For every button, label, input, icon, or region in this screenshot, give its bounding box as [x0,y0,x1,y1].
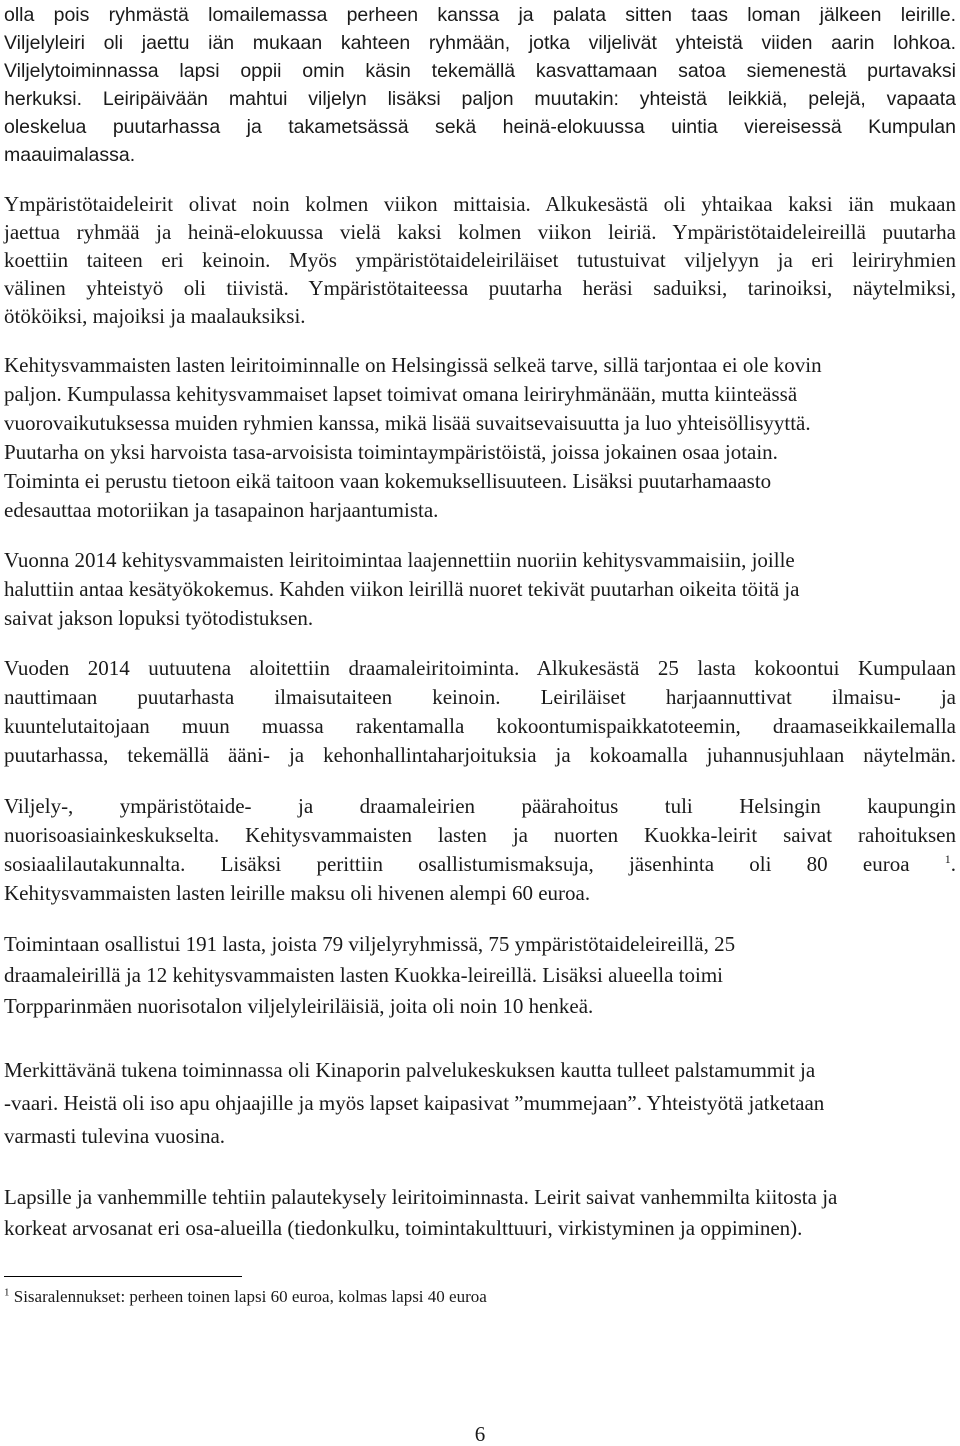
footnote [4,1286,487,1308]
text-line: korkeat arvosanat eri osa-alueilla (tiedonkulku, toimintakulttuuri, virkistyminen ja oppiminen). [4,1216,803,1240]
text-line: maauimalassa. [4,144,136,166]
text-line: koettiin taiteen eri keinoin. Myös ympäristötaideleiriläiset tutustuivat viljelyyn ja eri leiriryhmien [4,248,956,272]
text-line: kuuntelutaitojaan muun muassa rakentamalla kokoontumispaikkatoteemin, draamaseikkailemalla [4,714,956,738]
text-line: Kehitysvammaisten lasten leirille maksu oli hivenen alempi 60 euroa. [4,881,591,905]
text-line: haluttiin antaa kesätyökokemus. Kahden viikon leirillä nuoret tekivät puutarhan oikeita töitä ja [4,577,800,601]
text-line: herkuksi. Leiripäivään mahtui viljelyn lisäksi paljon muutakin: yhteistä leikkiä, pelejä, vapaata [4,88,956,110]
text-line: Ympäristötaideleirit olivat noin kolmen viikon mittaisia. Alkukesästä oli yhtaikaa kaksi iän mukaan [4,192,956,216]
text-line: Merkittävänä tukena toiminnassa oli Kinaporin palvelukeskuksen kautta tulleet palstamummit ja [4,1058,816,1082]
text-line: draamaleirillä ja 12 kehitysvammaisten lasten Kuokka-leireillä. Lisäksi alueella toimi [4,963,724,987]
text-line: olla pois ryhmästä lomailemassa perheen kanssa ja palata sitten taas loman jälkeen leirille. [4,4,956,26]
text-line [4,851,956,877]
text-line: Toiminta ei perustu tietoon eikä taitoon vaan kokemuksellisuuteen. Lisäksi puutarhamaasto [4,469,772,493]
footnote-number: 1 [4,1286,10,1299]
text-line: vuorovaikutuksessa muiden ryhmien kanssa, mikä lisää suvaitsevaisuutta ja luo yhteisöllisyyttä. [4,411,811,435]
page-number: 6 [474,1422,486,1446]
text-line: Toimintaan osallistui 191 lasta, joista 79 viljelyryhmissä, 75 ympäristötaideleireillä, 25 [4,932,736,956]
text-line: Torpparinmäen nuorisotalon viljelyleiriläisiä, joita oli noin 10 henkeä. [4,994,594,1018]
footnote-text: Sisaralennukset: perheen toinen lapsi 60 euroa, kolmas lapsi 40 euroa [13,1287,487,1306]
text-line: Puutarha on yksi harvoista tasa-arvoisista toimintaympäristöistä, joissa jokainen osaa jotain. [4,440,778,464]
text-line: Vuoden 2014 uutuutena aloitettiin draamaleiritoiminta. Alkukesästä 25 lasta kokoontui Kumpulaan [4,656,956,680]
text-line: Vuonna 2014 kehitysvammaisten leiritoimintaa laajennettiin nuoriin kehitysvammaisiin, joille [4,548,795,572]
text-line: oleskelua puutarhassa ja takametsässä sekä heinä-elokuussa uintia viereisessä Kumpulan [4,116,956,138]
text-line: Kehitysvammaisten lasten leiritoiminnalle on Helsingissä selkeä tarve, sillä tarjontaa ei ole kovin [4,353,822,377]
text-line: Lapsille ja vanhemmille tehtiin palautekysely leiritoiminnasta. Leirit saivat vanhemmilta kiitosta ja [4,1185,838,1209]
text-line: ötököiksi, majoiksi ja maalauksiksi. [4,304,306,328]
text-line: Viljelyleiri oli jaettu iän mukaan kahteen ryhmään, jotka viljelivät yhteistä viiden aarin lohkoa. [4,32,956,54]
text-line: välinen yhteistyö oli tiivistä. Ympäristötaiteessa puutarha heräsi saduiksi, tarinoiksi, näytelmiksi, [4,276,956,300]
footnote-marker: 1 [944,852,951,866]
text-line: paljon. Kumpulassa kehitysvammaiset lapset toimivat omana leiriryhmänään, mutta kiinteässä [4,382,798,406]
text-line: saivat jakson lopuksi työtodistuksen. [4,606,314,630]
text-line: puutarhassa, tekemällä ääni- ja kehonhallintaharjoituksia ja kokoamalla juhannusjuhlaan näytelmän. [4,743,956,767]
text-line: varmasti tulevina vuosina. [4,1124,226,1148]
text-line: Viljelytoiminnassa lapsi oppii omin käsin tekemällä kasvattamaan satoa siemenestä purtavaksi [4,60,956,82]
text-span: . [950,852,957,876]
footnote-separator [4,1276,242,1277]
text-line: nuorisoasiainkeskukselta. Kehitysvammaisten lasten ja nuorten Kuokka-leirit saivat rahoituksen [4,823,956,847]
text-span: sosiaalilautakunnalta. Lisäksi perittiin osallistumismaksuja, jäsenhinta oli 80 euroa [4,852,910,876]
text-line: edesauttaa motoriikan ja tasapainon harjaantumista. [4,498,439,522]
text-line: jaettua ryhmää ja heinä-elokuussa vielä kaksi kolmen viikon leiriä. Ympäristötaideleireillä puutarha [4,220,956,244]
text-line: Viljely-, ympäristötaide- ja draamaleirien päärahoitus tuli Helsingin kaupungin [4,794,956,818]
text-line: -vaari. Heistä oli iso apu ohjaajille ja myös lapset kaipasivat ”mummejaan”. Yhteistyötä jatketaan [4,1091,825,1115]
text-line: nauttimaan puutarhasta ilmaisutaiteen keinoin. Leiriläiset harjaannuttivat ilmaisu- ja [4,685,956,709]
